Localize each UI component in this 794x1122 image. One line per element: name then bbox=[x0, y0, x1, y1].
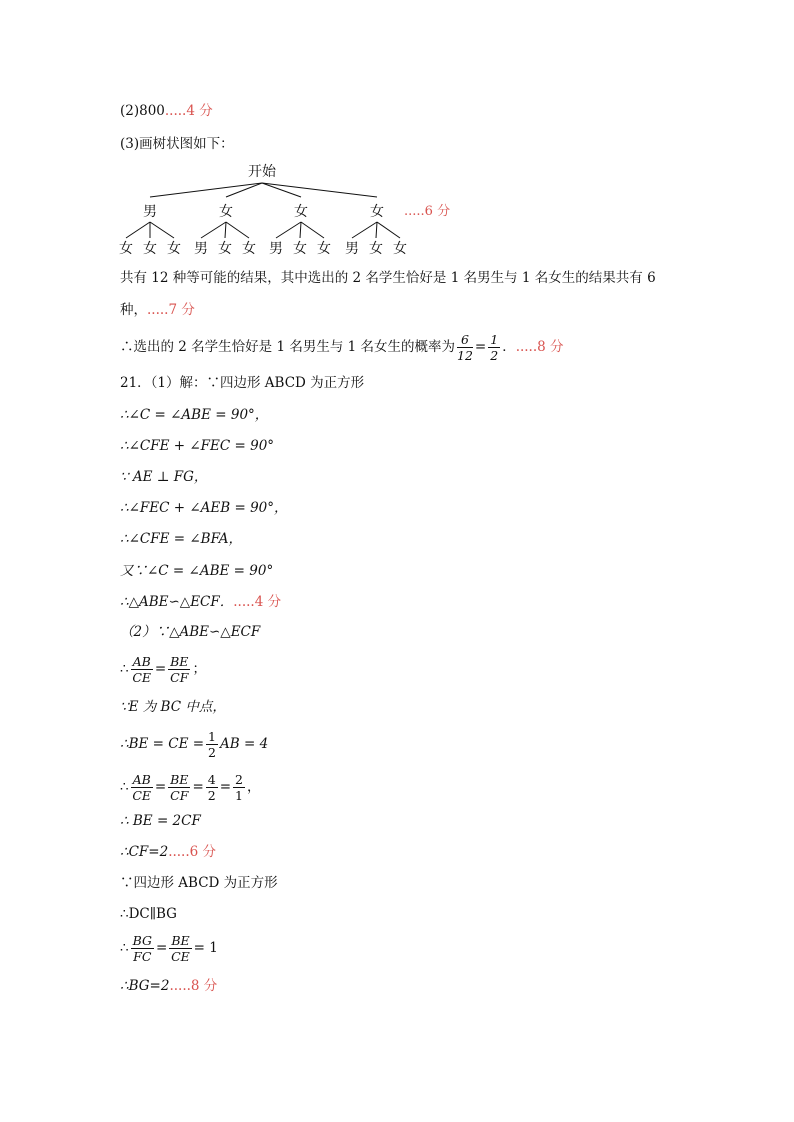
score-mark: .....8 分 bbox=[169, 978, 218, 994]
math-line: ∴BE = CE = $\frac{1}{2}$ AB = 4 bbox=[120, 729, 269, 760]
fraction: $\frac{4}{2}$ bbox=[207, 772, 216, 803]
fraction: $\frac{AB}{CE}$ bbox=[132, 772, 152, 803]
fraction: $\frac{BE}{CF}$ bbox=[170, 772, 189, 803]
math-line: ∴ $\frac{BG}{FC}$ = $\frac{BE}{CE}$ = 1 bbox=[120, 933, 218, 964]
math-line: ∴∠FEC + ∠AEB = 90°， bbox=[120, 500, 288, 516]
math-line: ∴∠CFE + ∠FEC = 90° bbox=[120, 438, 275, 454]
question-21-heading: 21．（1）解：∵四边形 ABCD 为正方形 bbox=[120, 375, 365, 391]
line-part2: (2)800.....4 分 bbox=[120, 103, 213, 119]
score-mark: .....6 分 bbox=[168, 844, 217, 860]
math-line: ∴ $\frac{AB}{CE}$ = $\frac{BE}{CF}$ ； bbox=[120, 654, 206, 685]
math-line: ∴∠C = ∠ABE = 90°， bbox=[120, 407, 269, 423]
tree-node-l2: 女 bbox=[293, 241, 307, 257]
fraction: $\frac{BE}{CE}$ bbox=[171, 933, 190, 964]
tree-node-l1: 女 bbox=[370, 204, 384, 220]
tree-node-l2: 女 bbox=[119, 241, 133, 257]
score-mark: .....6 分 bbox=[404, 204, 451, 219]
math-line: ∴CF=2.....6 分 bbox=[120, 844, 217, 860]
tree-node-l2: 女 bbox=[143, 241, 157, 257]
tree-node-l2: 女 bbox=[218, 241, 232, 257]
tree-root: 开始 bbox=[248, 164, 276, 180]
text-line: ∵四边形 ABCD 为正方形 bbox=[120, 875, 278, 891]
score-mark: .....4 分 bbox=[233, 594, 282, 610]
math-line: ∴∠CFE = ∠BFA， bbox=[120, 531, 243, 547]
fraction: $\frac{AB}{CE}$ bbox=[132, 654, 152, 685]
score-mark: .....4 分 bbox=[164, 103, 213, 119]
tree-node-l2: 女 bbox=[167, 241, 181, 257]
fraction: $\frac{1}{2}$ bbox=[208, 729, 216, 760]
tree-node-l2: 男 bbox=[194, 241, 208, 257]
tree-node-l1: 女 bbox=[294, 204, 308, 220]
text-line: 种，.....7 分 bbox=[120, 302, 195, 318]
math-line: ∴ BE = 2CF bbox=[120, 813, 201, 829]
tree-node-l2: 男 bbox=[269, 241, 283, 257]
fraction: $\frac{2}{1}$ bbox=[235, 772, 243, 803]
math-line: ∴BG=2.....8 分 bbox=[120, 978, 218, 994]
tree-lines bbox=[0, 0, 794, 260]
probability-line: ∴选出的 2 名学生恰好是 1 名男生与 1 名女生的概率为 $\frac{6}{12}$ = $\frac{1}{2}$ ．.....8 分 bbox=[120, 332, 564, 363]
math-line: ∴ $\frac{AB}{CE}$ = $\frac{BE}{CF}$ = $\frac{4}{2}$ = $\frac{2}{1}$ ， bbox=[120, 772, 261, 803]
score-mark: .....8 分 bbox=[515, 339, 564, 355]
score-mark: .....7 分 bbox=[147, 302, 195, 318]
fraction: $\frac{BG}{FC}$ bbox=[132, 933, 152, 964]
tree-node-l2: 女 bbox=[393, 241, 407, 257]
math-line: ∴△ABE∽△ECF．.....4 分 bbox=[120, 594, 282, 610]
tree-node-l2: 女 bbox=[369, 241, 383, 257]
tree-node-l2: 女 bbox=[242, 241, 256, 257]
fraction: $\frac{6}{12}$ bbox=[457, 332, 473, 363]
math-line: ∴DC∥BG bbox=[120, 906, 177, 922]
math-line: 又∵∠C = ∠ABE = 90° bbox=[120, 563, 274, 579]
math-line: ∵E 为 BC 中点， bbox=[120, 699, 226, 715]
tree-node-l1: 女 bbox=[219, 204, 233, 220]
tree-node-l1: 男 bbox=[143, 204, 157, 220]
math-line: ∵ AE ⊥ FG， bbox=[120, 469, 208, 485]
tree-node-l2: 女 bbox=[317, 241, 331, 257]
line-part3-heading: (3)画树状图如下： bbox=[120, 136, 234, 152]
tree-node-l2: 男 bbox=[345, 241, 359, 257]
fraction: $\frac{BE}{CF}$ bbox=[170, 654, 189, 685]
fraction: $\frac{1}{2}$ bbox=[490, 332, 499, 363]
math-line: （2）∵△ABE∽△ECF bbox=[120, 624, 261, 640]
text-line: 共有 12 种等可能的结果，其中选出的 2 名学生恰好是 1 名男生与 1 名女生的结果共有 6 bbox=[120, 270, 656, 286]
